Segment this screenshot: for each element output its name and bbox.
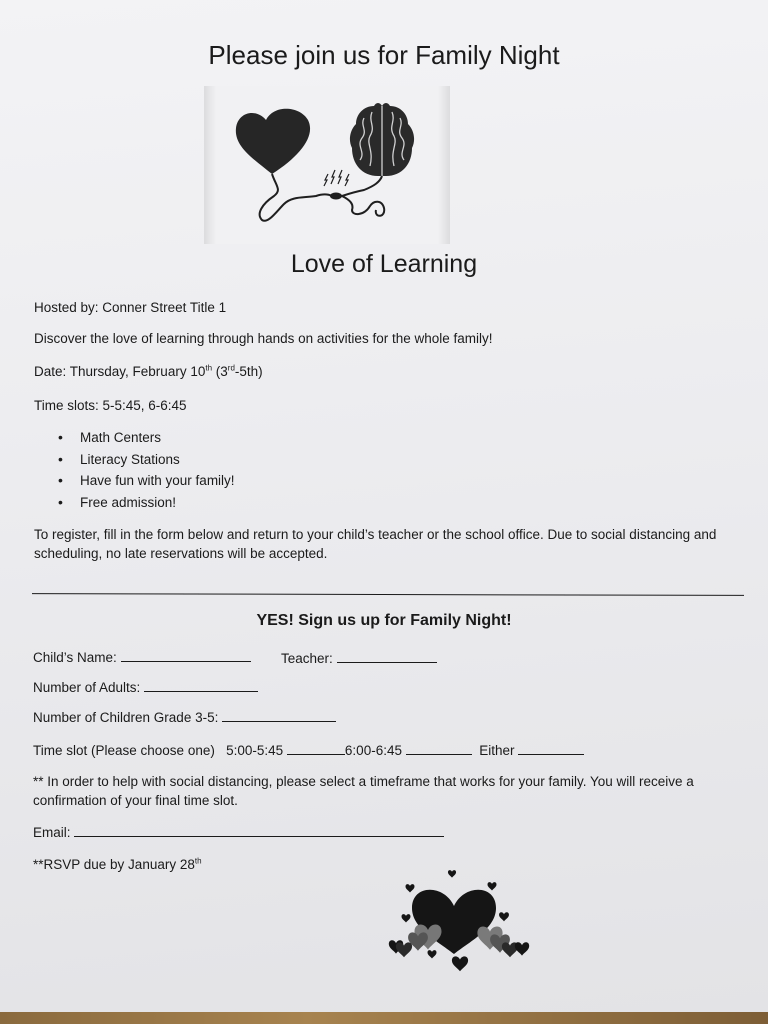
- flyer-subtitle: Love of Learning: [290, 250, 478, 278]
- slot-1-input[interactable]: [287, 742, 345, 755]
- adults-label: Number of Adults:: [33, 680, 141, 695]
- grade-open: (3: [212, 364, 228, 379]
- slot-1-label: 5:00-5:45: [226, 743, 284, 758]
- child-name-input[interactable]: [121, 649, 251, 662]
- teacher-label: Teacher:: [281, 651, 333, 666]
- children-label: Number of Children Grade 3-5:: [33, 710, 219, 725]
- social-distancing-note: ** In order to help with social distancing, please select a timeframe that works for your family. You will receive a confirmation of your final time slot.: [33, 774, 694, 808]
- slot-either-input[interactable]: [518, 742, 584, 755]
- adults-input[interactable]: [144, 679, 258, 692]
- adults-field[interactable]: [33, 679, 258, 695]
- email-field[interactable]: [33, 824, 444, 840]
- flyer-title: Please join us for Family Night: [208, 40, 560, 70]
- teacher-input[interactable]: [337, 650, 437, 663]
- grade-close: -5th): [234, 364, 263, 379]
- teacher-field[interactable]: [281, 650, 437, 666]
- hearts-cluster-icon: [382, 866, 542, 976]
- list-item: • Have fun with your family!: [58, 470, 235, 492]
- heart-brain-illustration: [204, 86, 450, 244]
- email-label: Email:: [33, 825, 71, 840]
- time-slot-label: Time slot (Please choose one): [33, 743, 215, 758]
- date-text: Date: Thursday, February 10: [34, 364, 206, 379]
- event-date: [34, 364, 263, 379]
- date-sup: th: [205, 363, 213, 373]
- cut-line-divider: [32, 593, 744, 596]
- children-input[interactable]: [222, 709, 336, 722]
- time-slots: Time slots: 5-5:45, 6-6:45: [34, 398, 187, 413]
- list-item: • Math Centers: [58, 427, 235, 449]
- hosted-by: Hosted by: Conner Street Title 1: [34, 300, 227, 315]
- rsvp-deadline: [33, 857, 202, 872]
- list-item: • Free admission!: [58, 492, 235, 514]
- slot-2-label: 6:00-6:45: [344, 743, 402, 758]
- list-item: • Literacy Stations: [58, 449, 235, 471]
- children-field[interactable]: [33, 709, 336, 725]
- grade-sup: rd: [227, 363, 235, 373]
- signup-heading: YES! Sign us up for Family Night!: [256, 612, 512, 629]
- register-instructions: To register, fill in the form below and return to your child’s teacher or the school office. Due to social distancing and scheduling, no late reservations will be accepted.: [34, 527, 717, 561]
- rsvp-sup: th: [194, 856, 202, 866]
- discover-line: Discover the love of learning through hands on activities for the whole family!: [34, 331, 493, 346]
- wooden-table-edge: [0, 1012, 768, 1024]
- rsvp-text: **RSVP due by January 28: [33, 857, 195, 872]
- child-name-field[interactable]: [33, 649, 251, 665]
- heart-brain-icon: [204, 86, 450, 244]
- time-slot-field[interactable]: [33, 742, 584, 758]
- slot-either-label: Either: [479, 743, 515, 758]
- slot-2-input[interactable]: [406, 742, 472, 755]
- child-name-label: Child’s Name:: [33, 650, 117, 665]
- activity-list: [58, 427, 235, 513]
- email-input[interactable]: [74, 824, 444, 837]
